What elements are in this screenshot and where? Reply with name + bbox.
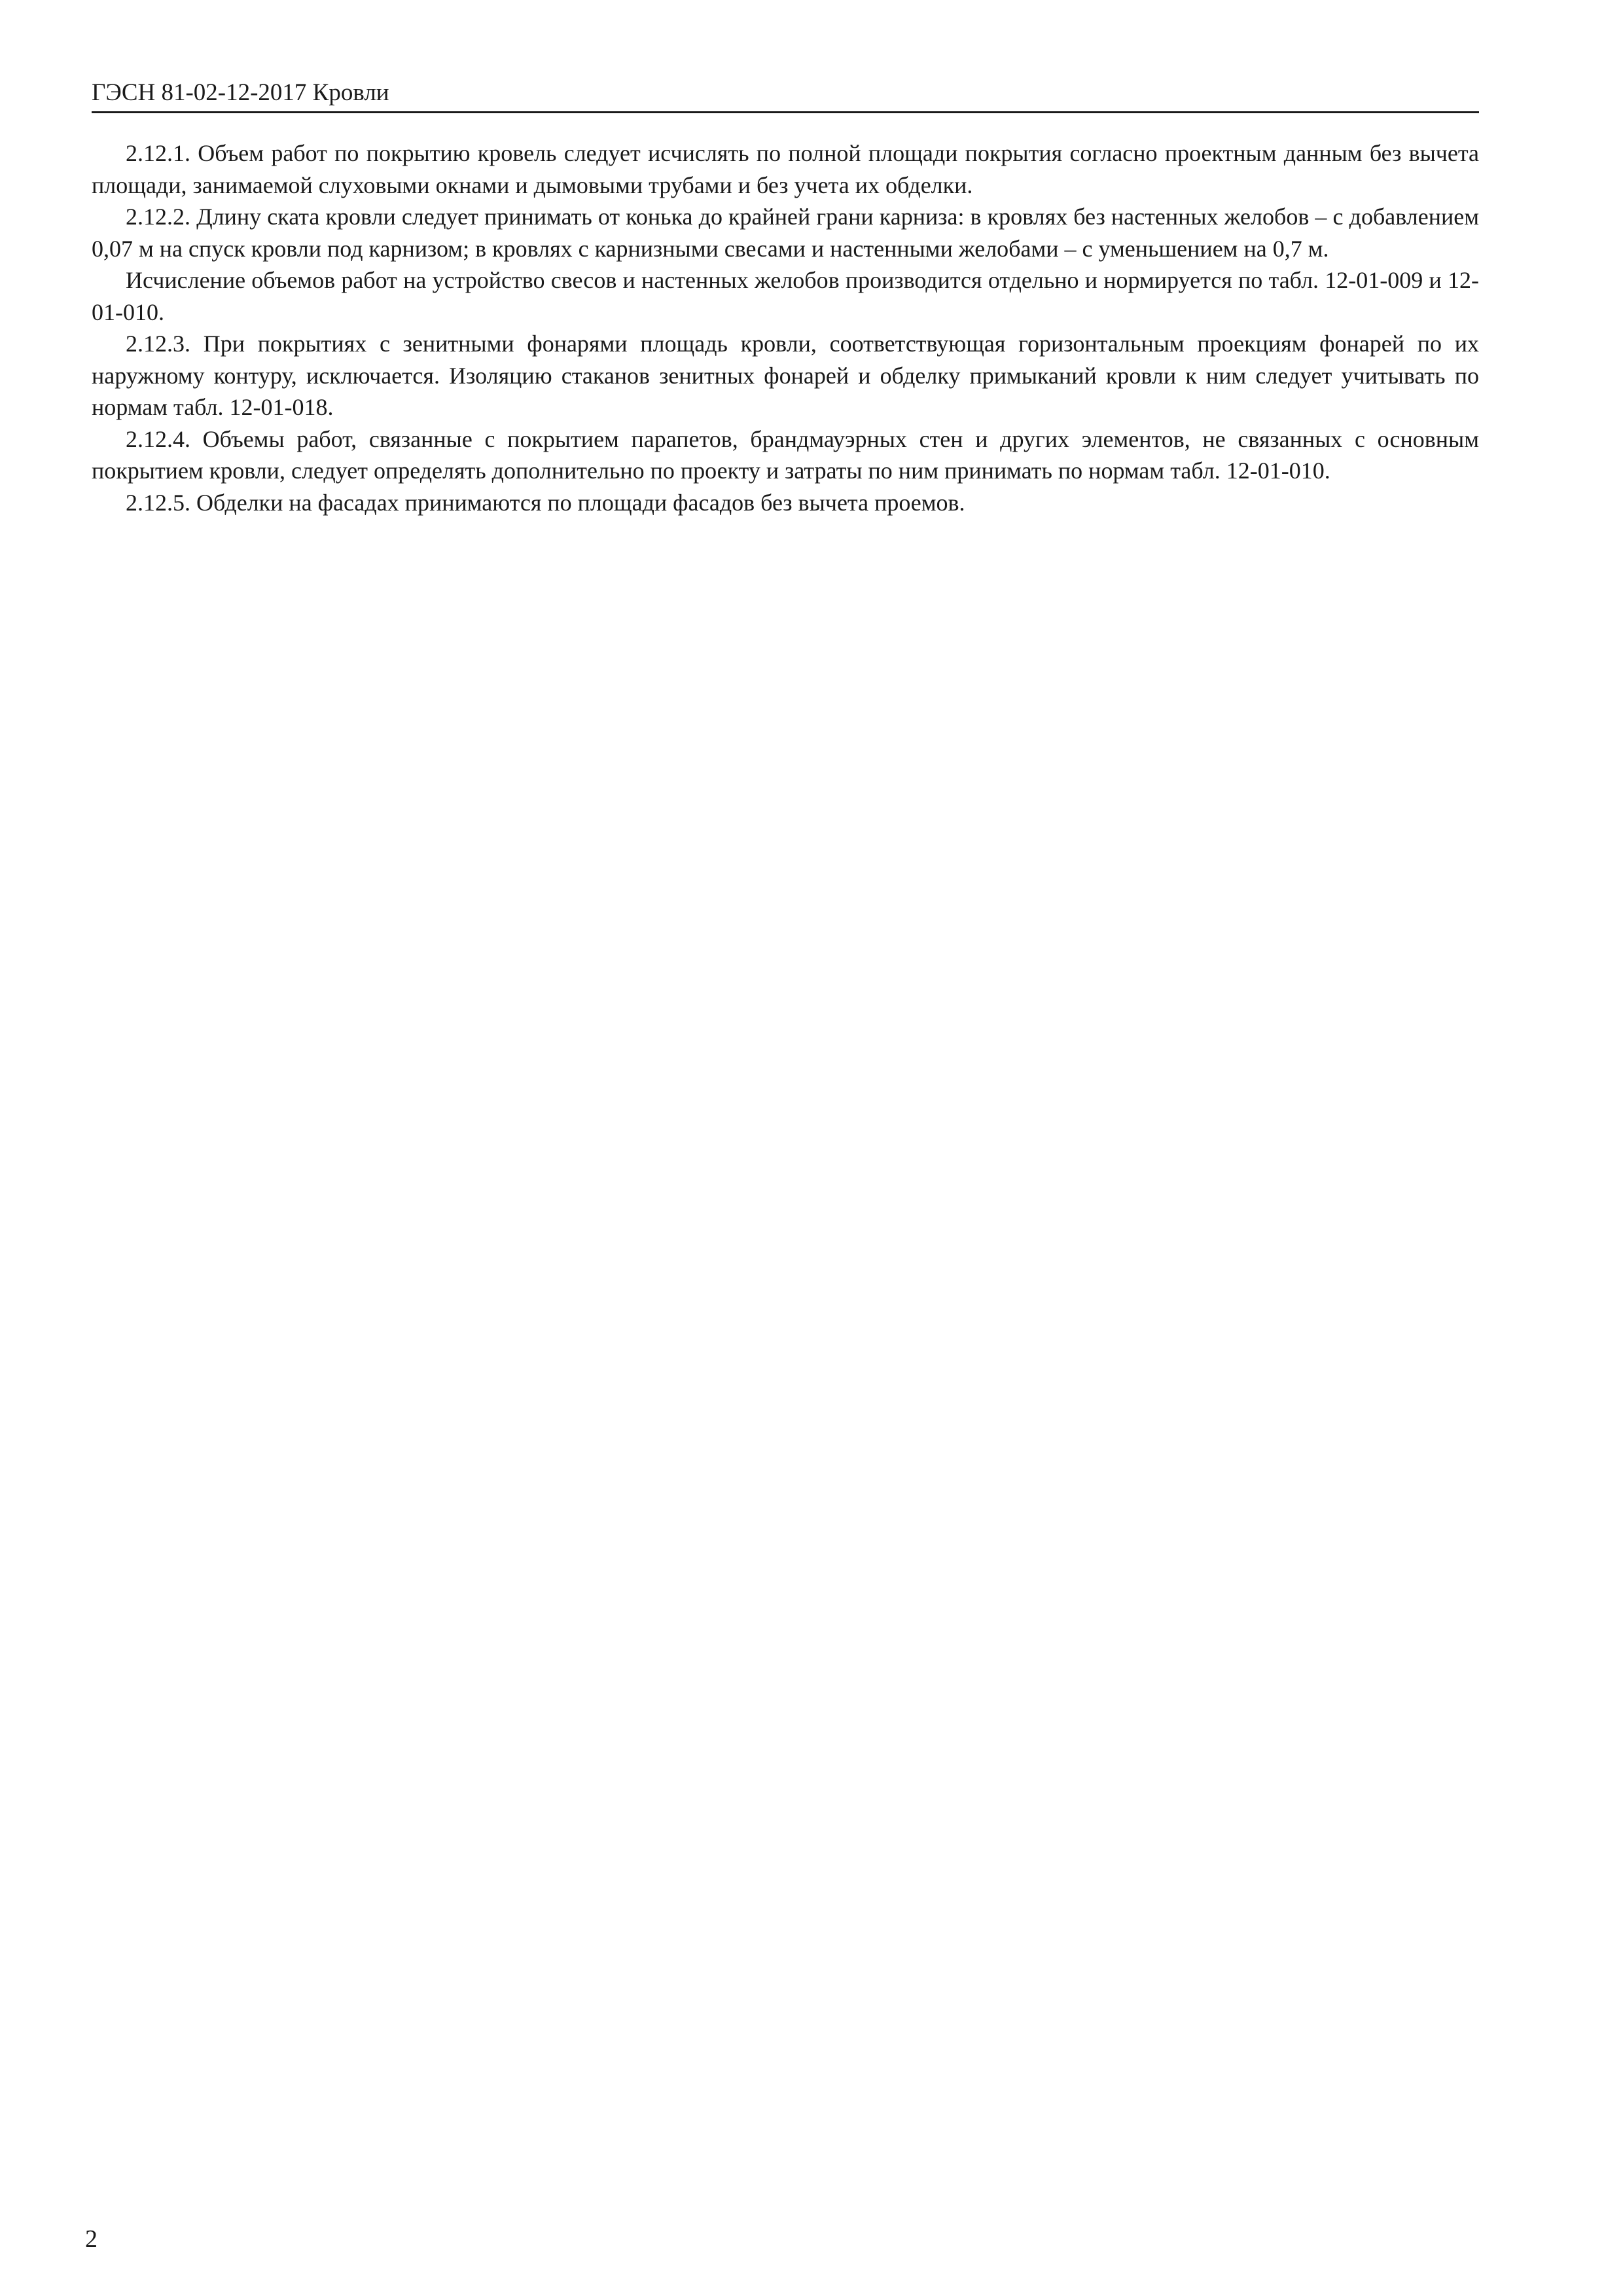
- paragraph-2-12-4: 2.12.4. Объемы работ, связанные с покрытием парапетов, брандмауэрных стен и других элементов, не связанных с основным покрытием кровли, следует определять дополнительно по проекту и затраты по ним принимать по нормам табл. 12-01-010.: [92, 425, 1479, 484]
- paragraph-2-12-2: 2.12.2. Длину ската кровли следует принимать от конька до крайней грани карниза: в кровлях без настенных желобов – с добавлением 0,07 м на спуск кровли под карнизом; в кровлях с карнизными свесами и настенными желобами – с уменьшением на 0,7 м.: [92, 204, 1479, 262]
- paragraph-2-12-1: 2.12.1. Объем работ по покрытию кровель следует исчислять по полной площади покрытия согласно проектным данным без вычета площади, занимаемой слуховыми окнами и дымовыми трубами и без учета их обделки.: [92, 140, 1479, 198]
- paragraph-2-12-3: 2.12.3. При покрытиях с зенитными фонарями площадь кровли, соответствующая горизонтальным проекциям фонарей по их наружному контуру, исключается. Изоляцию стаканов зенитных фонарей и обделку примыканий кровли к ним следует учитывать по нормам табл. 12-01-018.: [92, 331, 1479, 420]
- document-body: [92, 137, 1479, 518]
- running-header: [92, 77, 1479, 113]
- paragraph-2-12-5: 2.12.5. Обделки на фасадах принимаются по площади фасадов без вычета проемов.: [126, 489, 965, 516]
- paragraph-overhangs-calculation: Исчисление объемов работ на устройство свесов и настенных желобов производится отдельно и нормируется по табл. 12-01-009 и 12-01-010.: [92, 267, 1479, 325]
- page-number: 2: [85, 2225, 98, 2253]
- header-title: ГЭСН 81-02-12-2017 Кровли: [92, 79, 389, 106]
